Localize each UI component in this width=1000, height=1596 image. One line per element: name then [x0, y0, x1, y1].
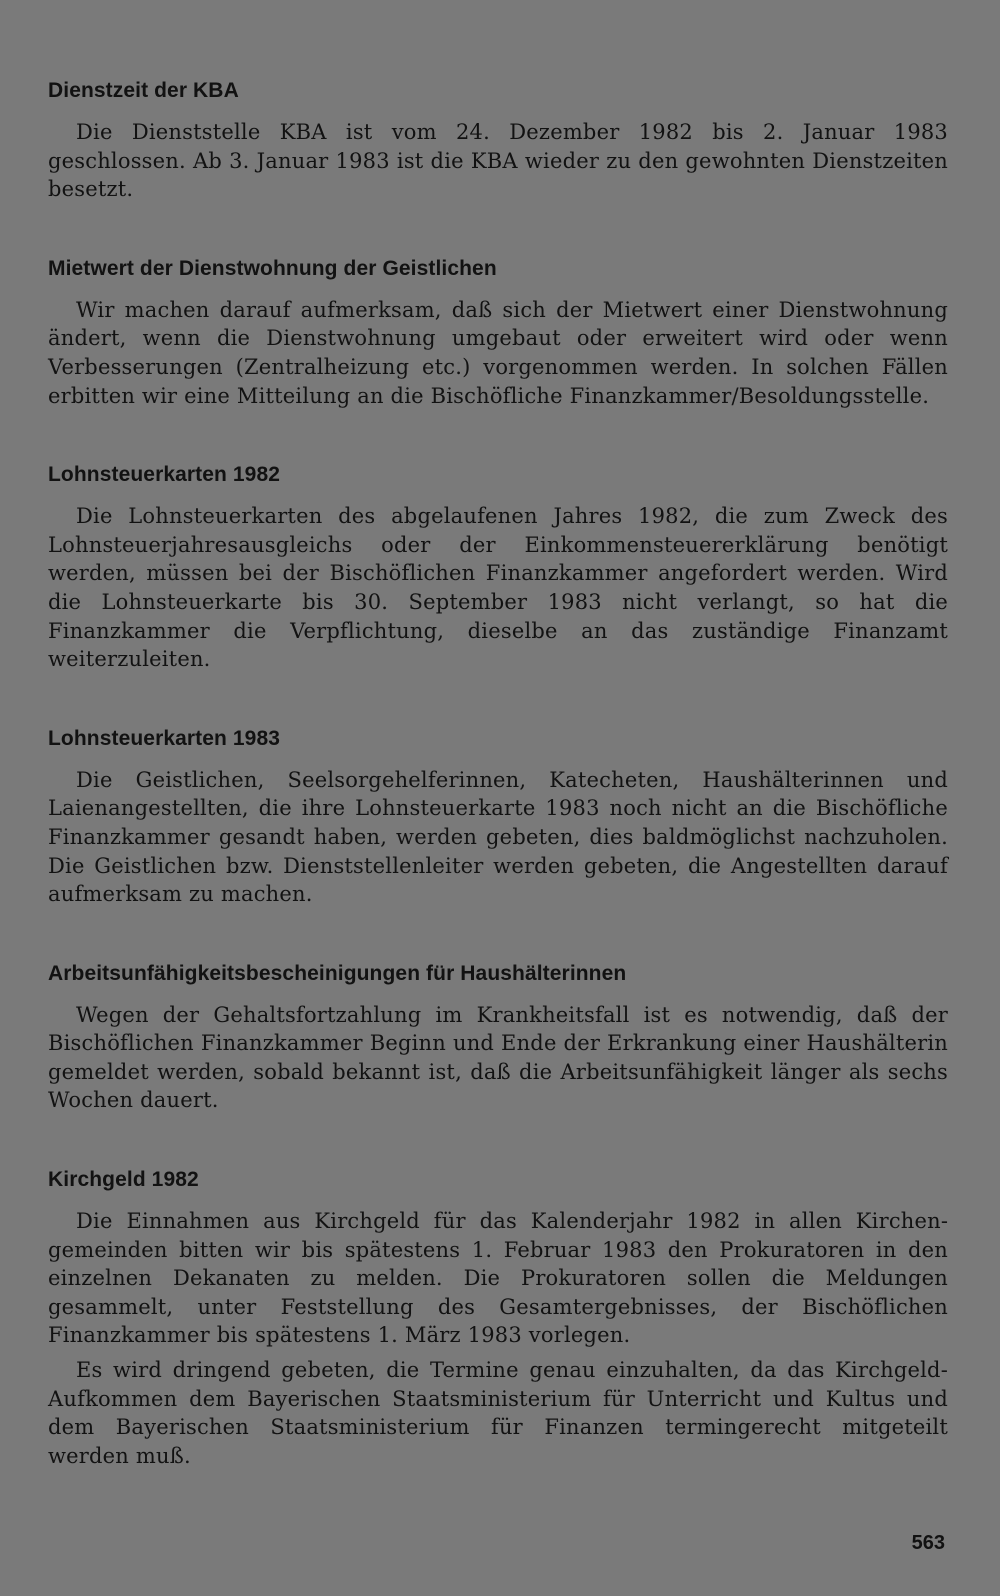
- section-heading: Mietwert der Dienstwohnung der Geistlichen: [48, 256, 497, 280]
- section-paragraph: Die Lohnsteuerkarten des abgelaufenen Jahres 1982, die zum Zweck des Lohnsteuerjahresausgleichs oder der Einkommensteuererklärung benötigt werden, müssen bei der Bischöflichen Finanzkammer angefordert werden. Wird die Lohnsteuerkarte bis 30. September 1983 nicht verlangt, so hat die Finanzkammer die Verpflichtung, dieselbe an das zuständige Finanzamt weiterzuleiten.: [48, 504, 948, 672]
- section-paragraph: Wegen der Gehaltsfortzahlung im Krankheitsfall ist es notwendig, daß der Bischöflichen Finanzkammer Beginn und Ende der Erkrankung einer Haushälterin gemeldet werden, sobald bekannt ist, daß die Arbeitsunfähigkeit länger als sechs Wochen dauert.: [48, 1002, 948, 1113]
- section-paragraph: Es wird dringend gebeten, die Termine genau einzuhalten, da das Kirchgeld-Aufkommen dem Bayerischen Staatsministerium für Unterricht und Kultus und dem Bayerischen Staatsministerium für Finanzen termingerecht mitgeteilt werden muß.: [48, 1358, 948, 1468]
- section-heading: Lohnsteuerkarten 1983: [48, 726, 281, 750]
- section-lohnsteuerkarten-1983: [48, 726, 948, 909]
- section-kirchgeld: [48, 1167, 948, 1470]
- page-number: 563: [911, 1532, 945, 1554]
- section-dienstzeit: [48, 78, 948, 204]
- section-heading: Arbeitsunfähigkeitsbescheinigungen für Haushälterinnen: [48, 961, 627, 985]
- section-mietwert: [48, 256, 948, 410]
- section-paragraph: Wir machen darauf aufmerksam, daß sich der Mietwert einer Dienstwohnung ändert, wenn die Dienstwohnung umgebaut oder erweitert wird oder wenn Verbesserungen (Zentralheizung etc.) vorgenommen werden. In solchen Fällen erbitten wir eine Mitteilung an die Bischöfliche Finanzkammer/Besoldungsstelle.: [48, 297, 948, 408]
- section-heading: Dienstzeit der KBA: [48, 79, 239, 102]
- section-lohnsteuerkarten-1982: [48, 462, 948, 674]
- section-paragraph: Die Einnahmen aus Kirchgeld für das Kalenderjahr 1982 in allen Kirchengemeinden bitten wir bis spätestens 1. Februar 1983 den Prokuratoren in den einzelnen Dekanaten zu melden. Die Prokuratoren sollen die Meldungen gesammelt, unter Feststellung des Gesamtergebnisses, der Bischöflichen Finanzkammer bis spätestens 1. März 1983 vorlegen.: [48, 1209, 948, 1348]
- document-page: [48, 78, 948, 1522]
- section-heading: Kirchgeld 1982: [48, 1168, 199, 1192]
- section-arbeitsunfaehigkeit: [48, 961, 948, 1115]
- section-paragraph: Die Geistlichen, Seelsorgehelferinnen, Katecheten, Haushälterinnen und Laienangestellten, die ihre Lohnsteuerkarte 1983 noch nicht an die Bischöfliche Finanzkammer gesandt haben, werden gebeten, dies baldmöglichst nachzuholen. Die Geistlichen bzw. Dienststellenleiter werden gebeten, die Angestellten darauf aufmerksam zu machen.: [48, 767, 948, 907]
- section-paragraph: Die Dienststelle KBA ist vom 24. Dezember 1982 bis 2. Januar 1983 geschlossen. Ab 3. Januar 1983 ist die KBA wieder zu den gewohnten Dienstzeiten besetzt.: [48, 120, 948, 202]
- section-heading: Lohnsteuerkarten 1982: [48, 463, 281, 487]
